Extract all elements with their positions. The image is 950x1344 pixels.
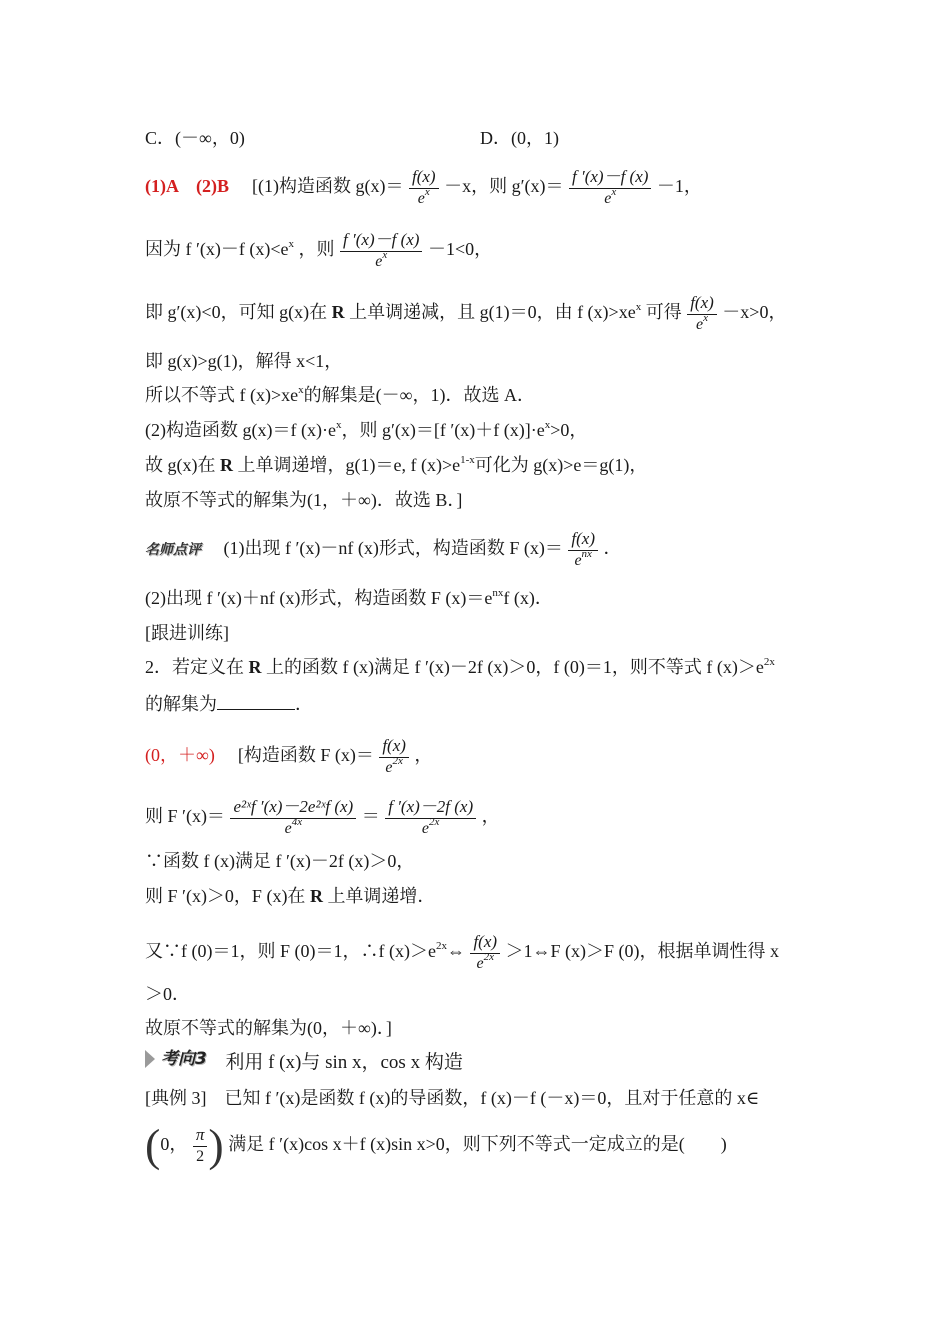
denominator bbox=[569, 185, 651, 208]
section-title: 利用 f (x)与 sin x，cos x 构造 bbox=[225, 1052, 463, 1073]
comment-tag: 名师点评 bbox=[145, 541, 201, 558]
text: g(x)＝ bbox=[355, 175, 404, 196]
options-row bbox=[145, 129, 810, 147]
fraction bbox=[687, 294, 717, 334]
answer1-line2 bbox=[145, 231, 810, 271]
base: e bbox=[375, 252, 383, 270]
answer1-line6 bbox=[145, 421, 810, 439]
text: ⇔ bbox=[446, 940, 465, 961]
exponent: x bbox=[382, 248, 388, 261]
fraction bbox=[379, 737, 409, 777]
answer1-line3 bbox=[145, 294, 810, 334]
numerator: f ′(x)－f (x) bbox=[340, 231, 422, 252]
answer-lead: [(1)构造函数 bbox=[252, 175, 351, 196]
text: 上的函数 f (x)满足 f ′(x)－2f (x)＞0，f (0)＝1，则不等式 f (x)＞e bbox=[266, 657, 764, 677]
text: (1)出现 f ′(x)－nf (x)形式，构造函数 F (x)＝ bbox=[223, 537, 563, 558]
text: －1<0， bbox=[427, 238, 493, 259]
exponent: x bbox=[635, 300, 642, 313]
base: e bbox=[604, 189, 612, 207]
text: 满足 f ′(x)cos x＋f (x)sin x>0，则下列不等式一定成立的是( ) bbox=[228, 1133, 727, 1154]
text: ， bbox=[481, 805, 500, 826]
denominator: 2 bbox=[196, 1147, 205, 1165]
exercise-a-line3: ∵函数 f (x)满足 f ′(x)－2f (x)＞0， bbox=[145, 851, 415, 871]
fraction bbox=[340, 231, 422, 271]
text: 上单调递增． bbox=[327, 886, 436, 906]
example3-line1: [典例 3] 已知 f ′(x)是函数 f (x)的导函数，f (x)－f (－x)＝0，且对于任意的 x∈ bbox=[145, 1088, 760, 1108]
exercise-a-line7: 故原不等式的解集为(0，＋∞)．] bbox=[145, 1018, 392, 1038]
text: >0， bbox=[550, 420, 588, 440]
base: e bbox=[696, 315, 704, 333]
exponent: 2x bbox=[435, 939, 447, 952]
comment-line1 bbox=[145, 530, 810, 570]
numerator: f(x) bbox=[568, 530, 598, 551]
text: 又∵f (0)＝1，则 F (0)＝1，∴f (x)＞e bbox=[145, 940, 436, 961]
text: －x>0， bbox=[722, 301, 787, 322]
exponent: 1-x bbox=[460, 454, 475, 466]
exponent: 2x bbox=[483, 950, 494, 963]
text: 上单调递减，且 g(1)＝0，由 f (x)>xe bbox=[349, 301, 636, 322]
comment-line2 bbox=[145, 589, 810, 607]
text: 的解集是(－∞，1)．故选 A． bbox=[303, 385, 535, 405]
fraction bbox=[385, 798, 476, 838]
numerator: f(x) bbox=[470, 933, 500, 954]
exercise-a-line1 bbox=[145, 737, 810, 777]
text: 可得 bbox=[645, 301, 682, 322]
answer-value: (0，＋∞) bbox=[145, 744, 215, 765]
fraction bbox=[193, 1126, 208, 1166]
answer1-line8: 故原不等式的解集为(1，＋∞)．故选 B．] bbox=[145, 490, 463, 510]
text: ＞1⇔F (x)＞F (0)，根据单调性得 x bbox=[505, 940, 780, 961]
denominator bbox=[230, 815, 356, 838]
exponent: x bbox=[424, 185, 430, 198]
exponent: x bbox=[288, 237, 295, 250]
right-paren: ) bbox=[208, 1119, 224, 1171]
bold-R: R bbox=[248, 657, 262, 677]
fraction bbox=[409, 168, 439, 208]
exercise-title: [跟进训练] bbox=[145, 623, 229, 643]
option-c: C．(－∞，0) bbox=[145, 128, 245, 148]
denominator bbox=[687, 311, 717, 334]
text: f (x)． bbox=[503, 588, 553, 608]
denominator bbox=[409, 185, 439, 208]
text: 所以不等式 f (x)>xe bbox=[145, 385, 299, 405]
denominator bbox=[340, 248, 422, 271]
fraction bbox=[470, 933, 500, 973]
bold-R: R bbox=[331, 301, 345, 322]
example3-line2 bbox=[145, 1119, 810, 1171]
base: e bbox=[574, 551, 582, 569]
option-d: D．(0，1) bbox=[480, 128, 559, 148]
text: (2)出现 f ′(x)＋nf (x)形式，构造函数 F (x)＝e bbox=[145, 588, 493, 608]
denominator bbox=[379, 754, 409, 777]
numerator: π bbox=[193, 1126, 208, 1147]
answer1-line7 bbox=[145, 456, 810, 474]
exponent: x bbox=[703, 311, 708, 324]
base: e bbox=[421, 819, 430, 837]
answer1-line4: 即 g(x)>g(1)，解得 x<1， bbox=[145, 351, 343, 371]
base: e bbox=[417, 189, 425, 207]
exponent: nx bbox=[492, 587, 504, 599]
exercise-q-line2 bbox=[145, 693, 810, 713]
text: ，则 bbox=[298, 238, 335, 259]
text: (2)构造函数 g(x)＝f (x)·e bbox=[145, 420, 336, 440]
exponent: x bbox=[335, 419, 342, 431]
text: ． bbox=[603, 537, 622, 558]
section-heading bbox=[145, 1050, 810, 1072]
bold-R: R bbox=[220, 455, 233, 475]
base: e bbox=[385, 758, 393, 776]
base: e bbox=[476, 954, 484, 972]
text: 2．若定义在 bbox=[145, 657, 244, 677]
text: 则 F ′(x)＝ bbox=[145, 805, 225, 826]
numerator: f ′(x)－f (x) bbox=[569, 168, 651, 189]
text: ＝ bbox=[361, 805, 380, 826]
answer1-line5 bbox=[145, 386, 810, 404]
fraction bbox=[568, 530, 598, 570]
text: ，则 g′(x)＝[f ′(x)＋f (x)]·e bbox=[341, 420, 545, 440]
text: 故 g(x)在 bbox=[145, 455, 216, 475]
exercise-a-line6: ＞0． bbox=[145, 984, 190, 1004]
text: －1， bbox=[656, 175, 702, 196]
fraction bbox=[230, 798, 356, 838]
exercise-a-line5 bbox=[145, 933, 810, 973]
exponent: 2x bbox=[429, 815, 440, 828]
text: ， bbox=[414, 744, 433, 765]
answer-label: (1)A (2)B bbox=[145, 175, 229, 196]
text: 可化为 g(x)>e＝g(1)， bbox=[474, 455, 648, 475]
numerator: f(x) bbox=[409, 168, 439, 189]
numerator: f ′(x)－2f (x) bbox=[385, 798, 476, 819]
text: 即 g′(x)<0，可知 g(x)在 bbox=[145, 301, 328, 322]
exponent: 2x bbox=[763, 656, 775, 668]
text: 的解集为 bbox=[145, 694, 217, 714]
exponent: nx bbox=[581, 547, 592, 560]
exponent: 4x bbox=[291, 815, 303, 828]
text: 则 F ′(x)＞0，F (x)在 bbox=[145, 886, 306, 906]
numerator: e²ˣf ′(x)－2e²ˣf (x) bbox=[230, 798, 356, 819]
text: －x，则 g′(x)＝ bbox=[444, 175, 564, 196]
fraction bbox=[569, 168, 651, 208]
denominator bbox=[568, 547, 598, 570]
denominator bbox=[470, 950, 500, 973]
section-badge-text: 考向3 bbox=[161, 1048, 207, 1069]
exponent: x bbox=[544, 419, 551, 431]
bold-R: R bbox=[309, 886, 323, 906]
numerator: f(x) bbox=[687, 294, 717, 315]
exercise-a-line4 bbox=[145, 887, 810, 905]
text: 上单调递增，g(1)＝e, f (x)>e bbox=[237, 455, 461, 475]
text: ． bbox=[295, 694, 313, 714]
exercise-a-line2 bbox=[145, 798, 810, 838]
text: [构造函数 F (x)＝ bbox=[237, 744, 374, 765]
numerator: f(x) bbox=[379, 737, 409, 758]
exponent: x bbox=[611, 185, 617, 198]
left-paren: ( bbox=[145, 1119, 161, 1171]
text: 因为 f ′(x)－f (x)<e bbox=[145, 238, 289, 259]
answer-blank[interactable] bbox=[217, 693, 295, 710]
section-badge bbox=[145, 1050, 221, 1068]
exponent: x bbox=[298, 384, 304, 396]
triangle-icon bbox=[145, 1050, 155, 1068]
exponent: 2x bbox=[392, 754, 403, 767]
denominator bbox=[385, 815, 476, 838]
base: e bbox=[284, 819, 292, 837]
exercise-q-line1 bbox=[145, 658, 810, 676]
answer1-line1 bbox=[145, 168, 810, 208]
text: 0， bbox=[160, 1133, 188, 1154]
